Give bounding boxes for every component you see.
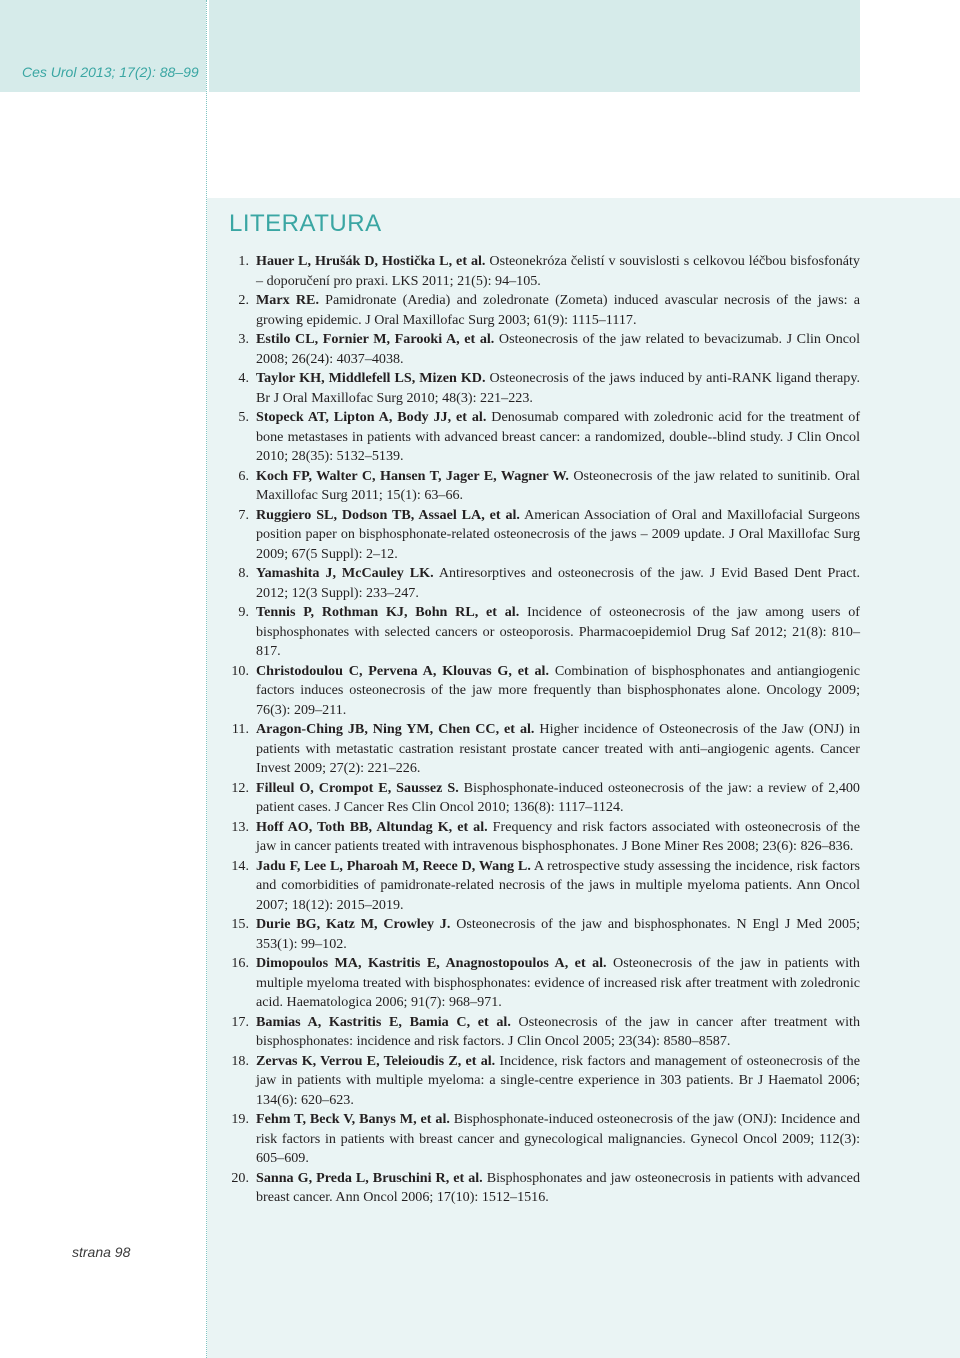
reference-authors: Filleul O, Crompot E, Saussez S. [256,779,459,796]
reference-authors: Stopeck AT, Lipton A, Body JJ, et al. [256,409,487,425]
reference-number: 14. [231,857,249,874]
reference-item [229,467,860,506]
reference-number: 17. [231,1013,249,1030]
reference-item [229,954,860,1013]
reference-text: Antiresorptives and osteonecrosis of the jaw. J Evid Based Dent Pract. 2012; 12(3 Suppl): 233–247. [256,565,860,601]
reference-authors: Sanna G, Preda L, Bruschini R, et al. [256,1169,483,1186]
reference-authors: Estilo CL, Fornier M, Farooki A, et al. [256,331,495,347]
reference-text: Incidence, risk factors and management of osteonecrosis of the jaw in patients with multiple myeloma: a single-centre experience in 303 patients. Br J Haematol 2006; 134(6): 620–623. [256,1052,860,1108]
reference-authors: Koch FP, Walter C, Hansen T, Jager E, Wagner W. [256,467,569,484]
reference-authors: Tennis P, Rothman KJ, Bohn RL, et al. [256,604,520,620]
reference-authors: Taylor KH, Middlefell LS, Mizen KD. [256,370,486,386]
reference-text: Bisphosphonate-induced osteonecrosis of the jaw (ONJ): Incidence and risk factors in patients with breast cancer and gynecological malignancies. Gynecol Oncol 2009; 112(3): 605–609. [256,1111,861,1166]
reference-authors: Jadu F, Lee L, Pharoah M, Reece D, Wang L. [256,857,531,874]
reference-text: Osteonecrosis of the jaw related to bevacizumab. J Clin Oncol 2008; 26(24): 4037–4038. [256,331,860,367]
reference-authors: Bamias A, Kastritis E, Bamia C, et al. [256,1013,511,1030]
reference-text: Osteonekróza čelistí v souvislosti s celkovou léčbou bisfosfonáty – doporučení pro praxi. LKS 2011; 21(5): 94–105. [256,253,860,289]
reference-number: 1. [238,253,249,269]
reference-number: 3. [238,331,249,347]
reference-number: 13. [231,818,249,835]
section-title: LITERATURA [229,210,382,237]
reference-item [229,720,860,779]
reference-item [229,857,860,916]
reference-number: 2. [238,292,249,308]
reference-text: Osteonecrosis of the jaw in cancer after treatment with bisphosphonates: incidence and risk factors. J Clin Oncol 2005; 23(34): 8580–8587. [256,1013,860,1049]
reference-number: 4. [238,370,249,386]
reference-authors: Marx RE. [256,292,319,308]
reference-authors: Ruggiero SL, Dodson TB, Assael LA, et al. [256,506,520,523]
reference-number: 16. [231,955,249,971]
reference-number: 15. [231,916,249,932]
reference-number: 20. [231,1169,249,1186]
reference-authors: Zervas K, Verrou E, Teleioudis Z, et al. [256,1052,496,1069]
reference-text: Osteonecrosis of the jaw in patients with multiple myeloma treated with bisphosphonates: evidence of increased risk after treatment with zoledronic acid. Haematologica 2006; 91(7): 968–971. [256,955,860,1010]
reference-authors: Yamashita J, McCauley LK. [256,565,434,581]
reference-number: 11. [231,721,249,737]
reference-text: Denosumab compared with zoledronic acid for the treatment of bone metastases in patients with advanced breast cancer: a randomized, double--blind study. J Clin Oncol 2010; 28(35): 5132–5139. [256,409,861,464]
reference-text: Bisphosphonate-induced osteonecrosis of the jaw: a review of 2,400 patient cases. J Cancer Res Clin Oncol 2010; 136(8): 1117–1124. [256,779,860,815]
reference-number: 8. [238,565,249,581]
reference-text: Incidence of osteonecrosis of the jaw among users of bisphosphonates with selected cancers or osteoporosis. Pharmacoepidemiol Drug Saf 2012; 21(8): 810–817. [256,604,860,659]
reference-item [229,915,860,954]
reference-item [229,408,860,467]
reference-item [229,252,860,291]
left-margin-panel [0,0,206,1358]
reference-item [229,291,860,330]
reference-item [229,1110,860,1169]
reference-item [229,779,860,818]
reference-authors: Durie BG, Katz M, Crowley J. [256,916,451,932]
reference-list [229,252,860,1208]
reference-authors: Fehm T, Beck V, Banys M, et al. [256,1111,450,1127]
reference-text: Osteonecrosis of the jaw and bisphosphonates. N Engl J Med 2005; 353(1): 99–102. [256,916,860,952]
reference-authors: Aragon-Ching JB, Ning YM, Chen CC, et al. [256,721,535,737]
reference-number: 5. [238,409,249,425]
reference-number: 19. [231,1111,249,1127]
reference-number: 18. [231,1052,249,1069]
reference-text: Pamidronate (Aredia) and zoledronate (Zometa) induced avascular necrosis of the jaws: a growing epidemic. J Oral Maxillofac Surg 2003; 61(9): 1115–1117. [256,292,860,328]
reference-number: 10. [231,662,249,679]
reference-item [229,330,860,369]
reference-authors: Hauer L, Hrušák D, Hostička L, et al. [256,253,486,269]
reference-text: A retrospective study assessing the incidence, risk factors and comorbidities of pamidronate-related necrosis of the jaws in multiple myeloma patients. Ann Oncol 2007; 18(12): 2015–2019. [256,857,861,913]
reference-item [229,1013,860,1052]
reference-text: Osteonecrosis of the jaws induced by anti-RANK ligand therapy. Br J Oral Maxillofac Surg 2010; 48(3): 221–223. [256,370,860,406]
reference-item [229,564,860,603]
reference-number: 6. [238,467,249,484]
journal-reference: Ces Urol 2013; 17(2): 88–99 [22,64,199,80]
reference-number: 12. [231,779,249,796]
reference-item [229,1052,860,1111]
reference-number: 7. [238,506,249,523]
reference-item [229,369,860,408]
reference-text: Osteonecrosis of the jaw related to sunitinib. Oral Maxillofac Surg 2011; 15(1): 63–66. [256,467,860,503]
reference-number: 9. [238,604,249,620]
reference-text: Higher incidence of Osteonecrosis of the Jaw (ONJ) in patients with metastatic castration resistant prostate cancer treated with anti–angiogenic agents. Cancer Invest 2009; 27(2): 221–226. [256,721,860,776]
reference-authors: Christodoulou C, Pervena A, Klouvas G, et al. [256,662,549,679]
reference-authors: Hoff AO, Toth BB, Altundag K, et al. [256,818,488,835]
reference-item [229,506,860,565]
reference-item [229,662,860,721]
reference-item [229,603,860,662]
header-band-right [209,0,860,92]
reference-item [229,1169,860,1208]
reference-text: Combination of bisphosphonates and antiangiogenic factors induces osteonecrosis of the jaw more frequently than bisphosphonates alone. Oncology 2009; 76(3): 209–211. [256,662,860,718]
reference-text: Bisphosphonates and jaw osteonecrosis in patients with advanced breast cancer. Ann Oncol 2006; 17(10): 1512–1516. [256,1169,860,1205]
reference-text: Frequency and risk factors associated with osteonecrosis of the jaw in cancer patients treated with intravenous bisphosphonates. J Bone Miner Res 2008; 23(6): 826–836. [256,818,860,854]
reference-item [229,818,860,857]
page-number: strana 98 [72,1244,131,1260]
reference-text: American Association of Oral and Maxillofacial Surgeons position paper on bisphosphonate-related osteonecrosis of the jaws – 2009 update. J Oral Maxillofac Surg 2009; 67(5 Suppl): 2–12. [256,506,860,562]
reference-authors: Dimopoulos MA, Kastritis E, Anagnostopoulos A, et al. [256,955,607,971]
